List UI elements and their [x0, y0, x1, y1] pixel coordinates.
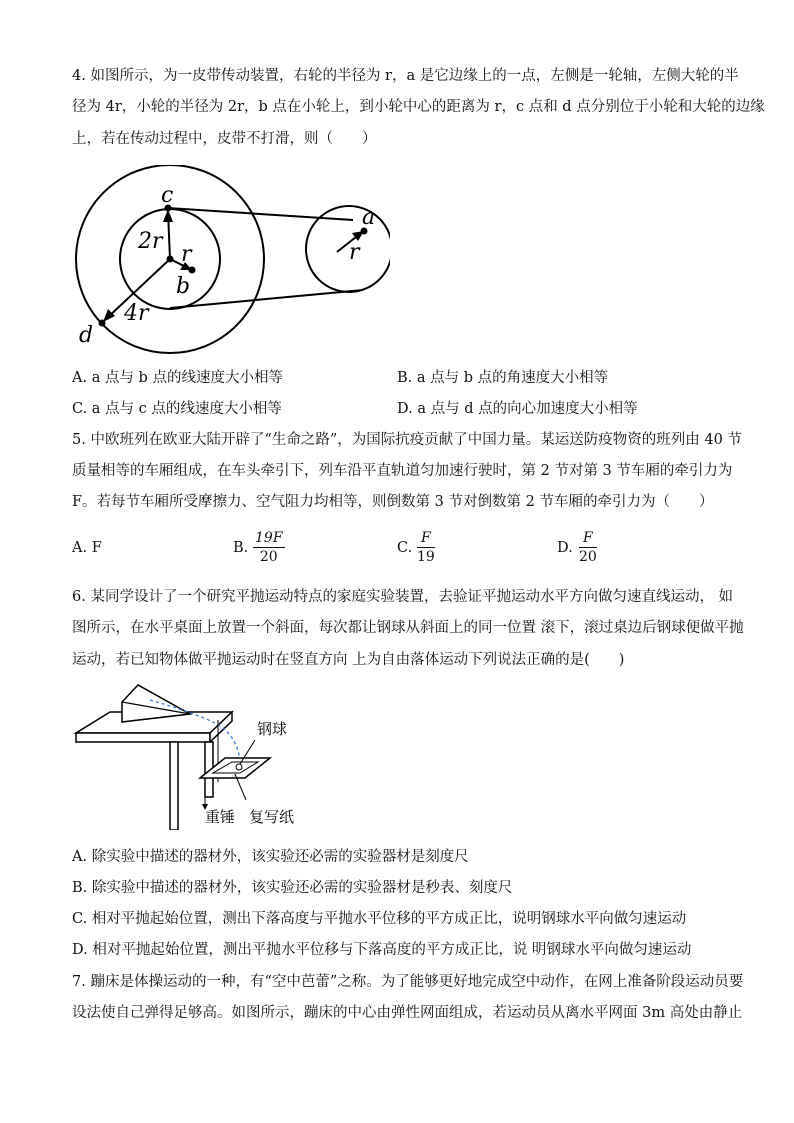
- q5-option-b-fraction: [253, 529, 285, 566]
- label-plumb-weight: 重锤: [205, 808, 236, 826]
- label-d: d: [79, 323, 94, 348]
- q6-projectile-apparatus-figure: [72, 680, 332, 830]
- q4-stem-line-3: 上，若在传动过程中，皮带不打滑，则（ ）: [72, 131, 377, 147]
- label-carbon-paper: 复写纸: [249, 808, 295, 826]
- q5-option-a: A. F: [72, 540, 102, 556]
- fraction-numerator: F: [417, 529, 435, 548]
- q6-option-c: C. 相对平抛起始位置，测出下落高度与平抛水平位移的平方成正比，说明钢球水平向做匀速运动: [72, 911, 687, 927]
- label-steel-ball: 钢球: [257, 720, 288, 738]
- label-c: c: [161, 183, 174, 208]
- q7-stem-line-2: 设法使自己弹得足够高。如图所示，蹦床的中心由弹性网面组成，若运动员从离水平网面 3m 高处由静止: [72, 1005, 743, 1021]
- q4-stem-line-2: 径为 4r，小轮的半径为 2r，b 点在小轮上，到小轮中心的距离为 r，c 点和 d 点分别位于小轮和大轮的边缘: [72, 99, 765, 115]
- q5-option-c-fraction: [417, 529, 435, 566]
- q4-option-d: D. a 点与 d 点的向心加速度大小相等: [397, 401, 638, 417]
- q4-stem-line-1: 4. 如图所示，为一皮带传动装置，右轮的半径为 r，a 是它边缘上的一点，左侧是一轮轴，左侧大轮的半: [72, 68, 739, 84]
- q4-option-c: C. a 点与 c 点的线速度大小相等: [72, 401, 282, 417]
- label-r-right: r: [349, 240, 360, 265]
- label-4r: 4r: [124, 301, 149, 326]
- fraction-denominator: 20: [259, 549, 278, 565]
- q6-option-d: D. 相对平抛起始位置，测出平抛水平位移与下落高度的平方成正比，说 明钢球水平向做匀速运动: [72, 942, 692, 958]
- label-2r: 2r: [138, 229, 163, 254]
- fraction-denominator: 20: [579, 549, 597, 565]
- q4-option-b: B. a 点与 b 点的角速度大小相等: [397, 370, 609, 386]
- q6-stem-line-2: 图所示，在水平桌面上放置一个斜面，每次都让钢球从斜面上的同一位置 滚下，滚过桌边后钢球便做平抛: [72, 620, 744, 636]
- q5-option-c-label: C.: [397, 540, 413, 556]
- label-a: a: [362, 205, 376, 230]
- q5-option-d-fraction: [579, 529, 597, 566]
- fraction-denominator: 19: [417, 549, 435, 565]
- q5-option-b-label: B.: [233, 540, 249, 556]
- q7-stem-line-1: 7. 蹦床是体操运动的一种，有“空中芭蕾”之称。为了能够更好地完成空中动作，在网上准备阶段运动员要: [72, 974, 744, 990]
- label-r-left: r: [181, 242, 192, 267]
- q6-option-b: B. 除实验中描述的器材外，该实验还必需的实验器材是秒表、刻度尺: [72, 880, 513, 896]
- q6-stem-line-3: 运动，若已知物体做平抛运动时在竖直方向 上为自由落体运动下列说法正确的是( ): [72, 652, 625, 668]
- q5-stem-line-1: 5. 中欧班列在欧亚大陆开辟了“生命之路”，为国际抗疫贡献了中国力量。某运送防疫物资的班列由 40 节: [72, 432, 742, 448]
- q5-stem-line-2: 质量相等的车厢组成，在车头牵引下，列车沿平直轨道匀加速行驶时，第 2 节对第 3 节车厢的牵引力为: [72, 463, 733, 479]
- q4-belt-pulley-figure: [70, 165, 390, 360]
- fraction-numerator: F: [579, 529, 597, 548]
- q4-option-a: A. a 点与 b 点的线速度大小相等: [72, 370, 283, 386]
- q5-stem-line-3: F。若每节车厢所受摩擦力、空气阻力均相等，则倒数第 3 节对倒数第 2 节车厢的牵引力为（ ）: [72, 494, 714, 510]
- q5-option-d-label: D.: [557, 540, 573, 556]
- fraction-numerator: 19F: [255, 530, 283, 546]
- label-b: b: [176, 274, 191, 299]
- q6-stem-line-1: 6. 某同学设计了一个研究平抛运动特点的家庭实验装置，去验证平抛运动水平方向做匀速直线运动， 如: [72, 589, 734, 605]
- q6-option-a: A. 除实验中描述的器材外，该实验还必需的实验器材是刻度尺: [72, 849, 469, 865]
